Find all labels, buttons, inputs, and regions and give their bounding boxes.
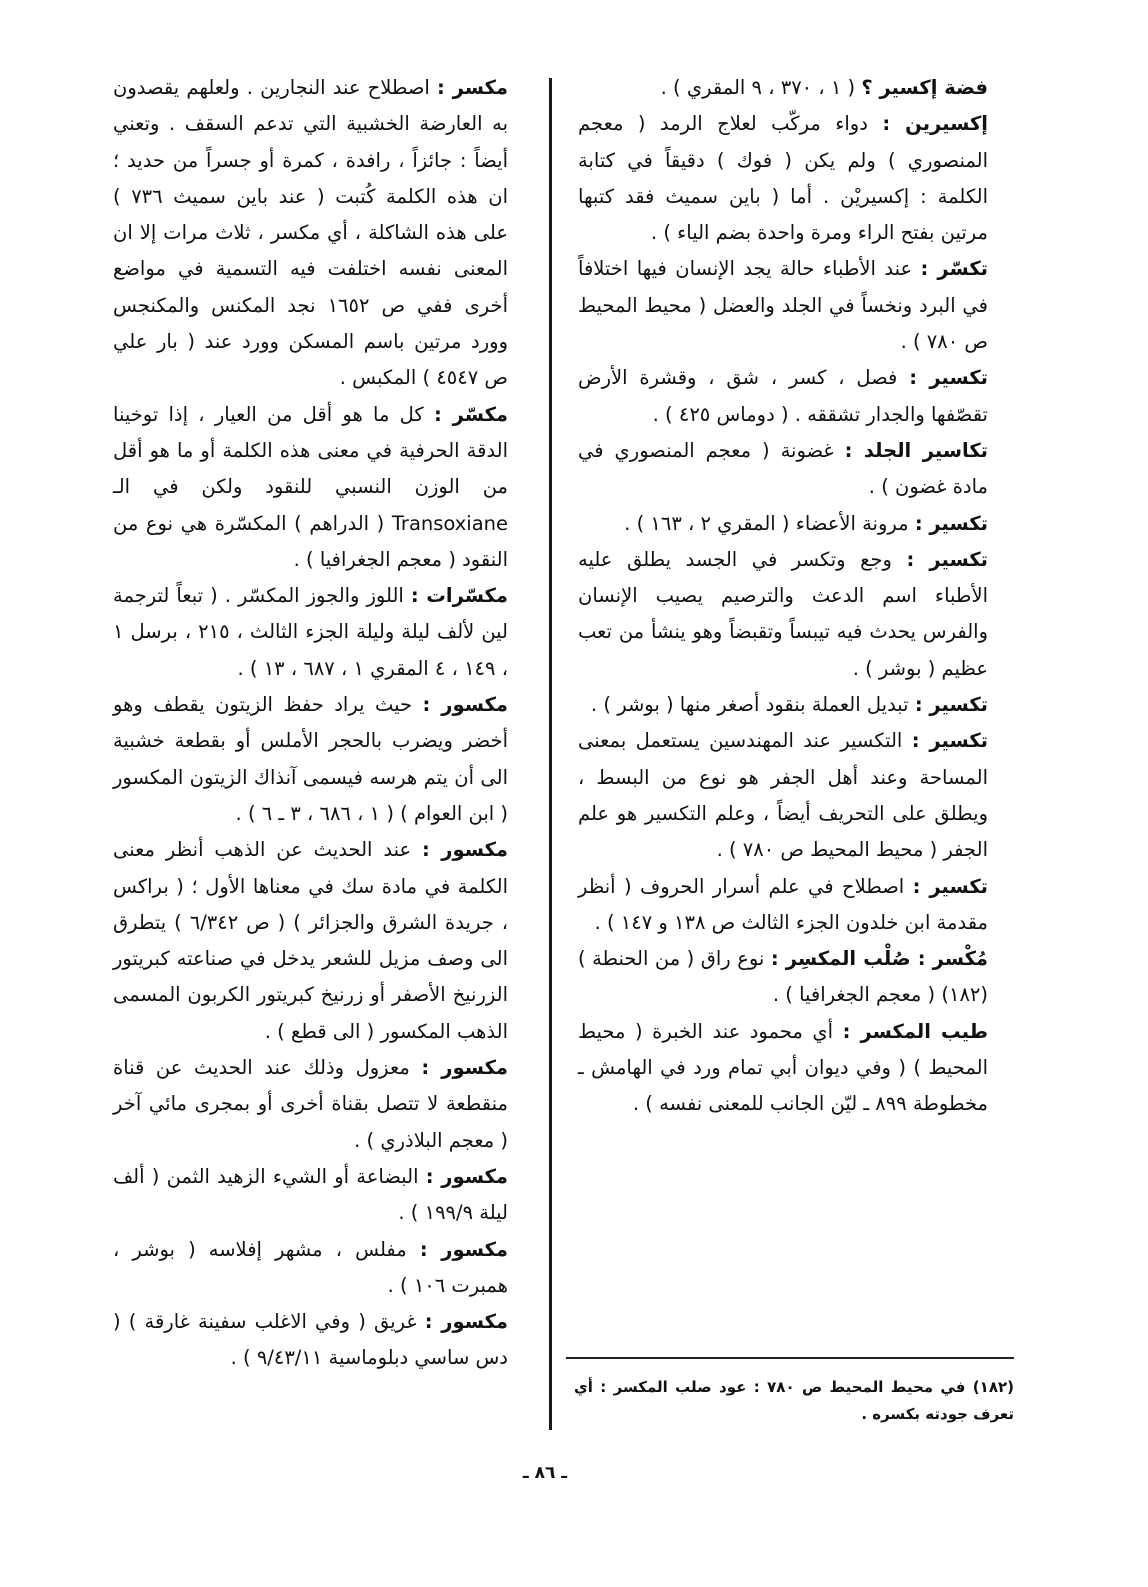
- entry-head: مكسّرات :: [410, 584, 508, 608]
- right-column: [578, 70, 988, 1123]
- entry-body: مرونة الأعضاء ( المقري ٢ ، ١٦٣ ) .: [624, 511, 915, 535]
- entry-head: تكسير :: [912, 874, 989, 898]
- entry-body: اللوز والجوز المكسّر . ( تبعاً لترجمة لين لألف ليلة وليلة الجزء الثالث ، ٢١٥ ، برسل ١ ، ١٤٩ ، ٤ المقري ١ ، ٦٨٧ ، ١٣ ) .: [113, 584, 509, 680]
- footnote: (١٨٢) في محيط المحيط ص ٧٨٠ : عود صلب المكسر : أي تعرف جودته بكسره .: [574, 1378, 1014, 1423]
- page-number: ـ ٨٦ ـ: [522, 1463, 568, 1483]
- footnote-rule: [566, 1357, 1014, 1359]
- entry: [578, 106, 988, 251]
- entry: [578, 723, 988, 868]
- entry-head: مكسور :: [424, 1310, 508, 1334]
- entry: [578, 433, 988, 506]
- entry: [113, 687, 508, 832]
- entry-body: عند الحديث عن الذهب أنظر معنى الكلمة في مادة سك في معناها الأول ؛ ( براكس ، جريدة الشرق والجزائر ) ( ص ٦/٣٤٢ ) يتطرق الى وصف مزيل للشعر يدخل في صناعته كبريتور الزرنيخ الأصفر أو زرنيخ كبريتور الكربون المسمى الذهب المكسور ( الى قطع ) .: [113, 838, 508, 1043]
- entry-head: مُكْسر : صُلْب المكسِر :: [770, 947, 988, 971]
- entry-body: تبديل العملة بنقود أصغر منها ( بوشر ) .: [590, 693, 915, 717]
- left-column: [113, 70, 508, 1377]
- entry: [113, 70, 508, 397]
- entry-body: وجع وتكسر في الجسد يطلق عليه الأطباء اسم الدعث والترصيم يصيب الإنسان والفرس يحدث فيه تيبساً وتقبضاً وهو ينشأ من تعب عظيم ( بوشر ) .: [578, 547, 988, 680]
- entry-body: معزول وذلك عند الحديث عن قناة منقطعة لا تتصل بقناة أخرى أو بمجرى مائي آخر ( معجم البلاذري ) .: [113, 1056, 508, 1152]
- entry-head: مكسور :: [419, 1237, 508, 1261]
- entry-body: حيث يراد حفظ الزيتون يقطف وهو أخضر ويضرب بالحجر الأملس أو بقطعة خشبية الى أن يتم هرسه فيسمى آنذاك الزيتون المكسور ( ابن العوام ) ( ١ ، ٦٨٦ ، ٣ ـ ٦ ) .: [113, 693, 508, 825]
- entry-head: مكسور :: [421, 1056, 509, 1080]
- entry-head: تكسير :: [914, 693, 988, 717]
- entry-body: أي محمود عند الخبرة ( محيط المحيط ) ( وفي ديوان أبي تمام ورد في الهامش ـ مخطوطة ٨٩٩ ـ ليّن الجانب للمعنى نفسه ) .: [578, 1019, 988, 1116]
- entry: [578, 869, 988, 942]
- entry-head: فضة إكسير ؟: [861, 76, 988, 99]
- entry-head: مكسور :: [425, 1164, 509, 1188]
- entry-head: تكسير :: [911, 729, 989, 753]
- entry-head: تكسّر :: [920, 257, 988, 281]
- entry-body: ( ١ ، ٣٧٠ ، ٩ المقري ) .: [660, 76, 862, 99]
- entry: [113, 397, 508, 578]
- entry: [578, 542, 988, 687]
- entry: [113, 578, 508, 687]
- entry-body: كل ما هو أقل من العيار ، إذا توخينا الدقة الحرفية في معنى هذه الكلمة أو ما هو أقل من الوزن النسبي للنقود ولكن في الـ Transoxiane ( الدراهم ) المكسّرة هي نوع من النقود ( معجم الجغرافيا ) .: [113, 402, 508, 571]
- entry-head: تكسير :: [914, 511, 988, 535]
- entry-head: مكسور :: [422, 693, 508, 717]
- entry-body: عند الأطباء حالة يجد الإنسان فيها اختلافاً في البرد ونخساً في الجلد والعضل ( محيط المحيط ص ٧٨٠ ) .: [578, 257, 988, 354]
- entry-head: مكسور :: [422, 838, 508, 862]
- entry-head: إكسيرين :: [882, 112, 988, 136]
- entry-body: التكسير عند المهندسين يستعمل بمعنى المساحة وعند أهل الجفر هو نوع من البسط ، ويطلق على التحريف أيضاً ، وعلم التكسير هو علم الجفر ( محيط المحيط ص ٧٨٠ ) .: [578, 729, 988, 862]
- entry-body: البضاعة أو الشيء الزهيد الثمن ( ألف ليلة ١٩٩/٩ ) .: [113, 1164, 508, 1225]
- entry: [578, 1014, 988, 1123]
- entry: [578, 70, 988, 106]
- entry-head: تكسير :: [906, 547, 988, 571]
- entry-body: دواء مركّب لعلاج الرمد ( معجم المنصوري ) ولم يكن ( فوك ) دقيقاً في كتابة الكلمة : إكسيريْن . أما ( باين سميث فقد كتبها مرتين بفتح الراء ومرة واحدة بضم الياء ) .: [578, 112, 988, 245]
- entry-body: اصطلاح عند النجارين . ولعلهم يقصدون به العارضة الخشبية التي تدعم السقف . وتعني أيضاً : جائزاً ، رافدة ، كمرة أو جسراً من حديد ؛ ان هذه الكلمة كُتبت ( عند باين سميث ٧٣٦ ) على هذه الشاكلة ، أي مكسر ، ثلاث مرات إلا ان المعنى نفسه اختلفت فيه التسمية في مواضع أخرى ففي ص ١٦٥٢ نجد المكنس والمكنجس وورد مرتين باسم المسكن وورد عند ( بار علي ص ٤٥٤٧ ) المكبس .: [113, 76, 508, 390]
- entry-head: تكاسير الجلد :: [844, 438, 988, 462]
- entry: [578, 506, 988, 542]
- entry: [578, 687, 988, 723]
- entry-body: غضونة ( معجم المنصوري في مادة غضون ) .: [578, 438, 988, 499]
- entry: [578, 941, 988, 1014]
- entry: [578, 251, 988, 360]
- entry-head: طيب المكسر :: [842, 1019, 988, 1043]
- entry: [113, 832, 508, 1050]
- entry: [113, 1304, 508, 1377]
- entry-head: مكسر :: [437, 76, 508, 99]
- entry-head: تكسير :: [909, 366, 988, 390]
- column-divider: [549, 78, 552, 1430]
- entry: [578, 360, 988, 433]
- entry-head: مكسّر :: [433, 402, 508, 426]
- entry: [113, 1159, 508, 1232]
- entry: [113, 1232, 508, 1305]
- entry-body: مفلس ، مشهر إفلاسه ( بوشر ، همبرت ١٠٦ ) .: [113, 1237, 508, 1297]
- entry: [113, 1050, 508, 1159]
- entry-body: فصل ، كسر ، شق ، وقشرة الأرض تقصّفها والجدار تشققه . ( دوماس ٤٢٥ ) .: [578, 366, 988, 426]
- entry-body: غريق ( وفي الاغلب سفينة غارقة ) ( دس ساسي دبلوماسية ٩/٤٣/١١ ) .: [113, 1310, 508, 1370]
- entry-body: اصطلاح في علم أسرار الحروف ( أنظر مقدمة ابن خلدون الجزء الثالث ص ١٣٨ و ١٤٧ ) .: [578, 874, 988, 934]
- entry-body: نوع راق ( من الحنطة )(١٨٢) ( معجم الجغرافيا ) .: [578, 947, 988, 1007]
